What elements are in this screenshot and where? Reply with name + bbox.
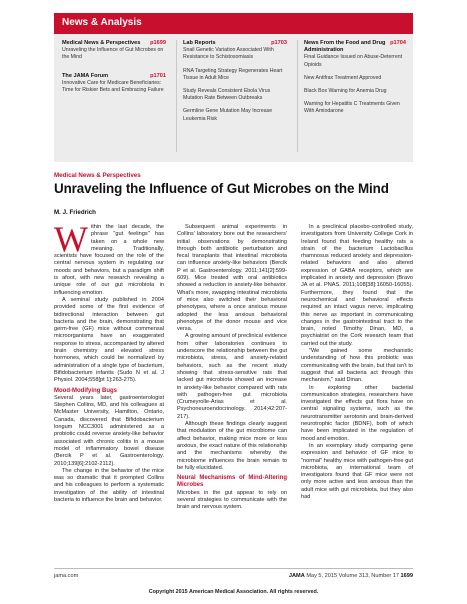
toc-section-name: Medical News & Perspectives <box>62 40 141 46</box>
article-paragraph: "We gained some mechanistic understanding of how this probiotic was communicating with the brain, but that isn't to suggest that all bacteria act through this mechanism," said Dinan. <box>301 348 413 384</box>
footer-site-link[interactable]: jama.com <box>54 573 79 579</box>
toc-item[interactable]: Study Reveals Consistent Ebola Virus Mutation Rate Between Outbreaks <box>183 88 271 102</box>
toc-page-number: p1699 <box>150 40 166 46</box>
toc-item[interactable]: New Antifrax Treatment Approved <box>304 74 382 81</box>
article-column-1 <box>54 219 164 504</box>
toc-item[interactable]: Innovative Care for Medicare Beneficiaries: Time for Riskier Bets and Embracing Failure <box>62 79 164 94</box>
toc-column-lab-reports <box>183 40 287 129</box>
article-paragraph: The change in the behavior of the mice was so dramatic that it prompted Collins and his colleagues to perform a systematic investigation of the ability of intestinal bacteria to influence the brain and behavior. <box>54 467 164 503</box>
toc-section-title[interactable] <box>183 40 287 47</box>
article-column-2 <box>177 224 287 512</box>
toc-item[interactable]: Black Box Warning for Anemia Drug <box>304 88 387 95</box>
toc-page-number: p1701 <box>150 72 166 79</box>
toc-item[interactable]: RNA Targeting Strategy Regenerates Heart Tissue in Adult Mice <box>183 67 283 81</box>
section-banner <box>54 13 413 34</box>
article-paragraph: In a preclinical placebo-controlled study, investigators from University College Cork in Ireland found that feeding healthy rats a strain of the bacterium Lactobacillus rhamnosus reduced anxiety and depression-related behaviors and also altered expression of GABA receptors, which are implicated in anxiety and depression (Bravo JA et al. PNAS. 2011;108[38]:16050-16055). Furthermore, they found that the neurochemical and behavioral effects required an intact vagus nerve, implicating this nerve as important in communicating changes in the gastrointestinal tract to the brain, noted Timothy Dinan, MD, a psychiatrist on the Cork research team that carried out the study. <box>301 224 413 347</box>
article-paragraph: Subsequent animal experiments in Collins' laboratory bore out the researchers' initial observations by demonstrating through both antibiotic perturbation and fecal transplants that intestinal microbiota can influence anxiety-like behaviors (Bercik P et al. Gastroenterology. 2011;141[2]:599-609). Mice treated with oral antibiotics showed a reduction in anxiety-like behavior. What's more, swapping intestinal microbiota of mice also switched their behavioral phenotypes, where a once anxious mouse adopted the less anxious behavioral phenotype of the donor mouse and vice versa. <box>177 224 287 333</box>
toc-item[interactable]: Unraveling the Influence of Gut Microbes on the Mind <box>62 47 164 61</box>
toc-item[interactable]: Germline Gene Mutation May Increase Leukemia Risk <box>183 108 273 122</box>
article-kicker: Medical News & Perspectives <box>54 172 141 179</box>
toc-divider <box>297 40 298 152</box>
article-paragraph: Although these findings clearly suggest that modulation of the gut microbiome can affect behavior, making mice more or less anxious, the exact nature of this relationship and the mechanisms whereby the microbiome influences the brain remain to be fully elucidated. <box>177 421 287 471</box>
footer-journal: JAMA <box>288 573 305 579</box>
toc-divider <box>176 40 177 152</box>
toc-section-name: Lab Reports <box>183 40 216 46</box>
section-heading: Mood-Modifying Bugs <box>54 387 117 394</box>
article-paragraph: Within the last decade, the phrase "gut feelings" has taken on a whole new meaning. Traditionally, scientists have focused on the role of the central nervous system in regulating our moods and behaviors, but a paradigm shift is afoot, with new research revealing a unique role of our gut microbiota in influencing emotion. <box>54 219 164 296</box>
article-title: Unraveling the Influence of Gut Microbes on the Mind <box>54 181 389 196</box>
toc-section-title[interactable] <box>62 40 166 47</box>
toc-section-title[interactable] <box>304 40 406 54</box>
article-paragraph: A growing amount of preclinical evidence from other laboratories continues to underscore the relationship between the gut microbiota, stress, and anxiety-related behaviors, such as the recent study showing that stress-sensitive rats that lacked gut microbiota showed an increase in anxiety-like behavior compared with rats with pathogen-free gut microbiota (Crumeyrolle-Arias et al. Psychoneuroendocrinology. 2014;42:207-217). <box>177 333 287 420</box>
toc-section-title[interactable] <box>62 73 166 80</box>
section-heading: Neural Mechanisms of Mind-Altering Microbes <box>177 475 287 489</box>
article-author: M. J. Friedrich <box>54 209 96 216</box>
article-paragraph: In an exemplary study comparing gene expression and behavior of GF mice to "normal" healthy mice with pathogen-free gut microbiota, an international team of investigators found that GF mice were not only more active and less anxious than the adult mice with gut microbiota, but they also had <box>301 442 413 500</box>
drop-cap: W <box>54 219 88 259</box>
section-banner-label: News & Analysis <box>62 17 142 28</box>
article-paragraph: In exploring other bacterial communication strategies, researchers have investigated the effects gut flora have on central signaling systems, such as the neurotransmitter serotonin and brain-derived neurotrophic factor (BDNF), both of which have been implicated in the regulation of mood and emotion. <box>301 384 413 442</box>
toc-page-number: p1704 <box>390 40 406 46</box>
table-of-contents <box>54 34 413 162</box>
footer-page-number: 1699 <box>400 573 413 579</box>
toc-column-fda <box>304 40 406 122</box>
footer-citation <box>289 573 413 579</box>
toc-item[interactable]: Final Guidance Issued on Abuse-Deterrent Opioids <box>304 54 403 68</box>
toc-item[interactable]: Snail Genetic Variation Associated With Resistance to Schistosomiasis <box>183 47 274 61</box>
article-paragraph: A seminal study published in 2004 provided some of the first evidence of bidirectional interaction between gut bacteria and the brain, demonstrating that germ-free (GF) mice without commensal microorganisms have an exaggerated response to stress, accompanied by altered brain chemistry and elevated stress hormones, which could be normalized by administration of a single type of bacterium, Bifidobacterium infantis (Sudo N et al. J Physiol. 2004;558[pt 1]:263-275). <box>54 296 164 384</box>
toc-page-number: p1703 <box>271 40 287 46</box>
article-paragraph: Microbes in the gut appear to rely on several strategies to communicate with the brain and nervous system. <box>177 489 287 511</box>
footer-issue: May 5, 2015 Volume 313, Number 17 <box>306 573 399 579</box>
footer-divider <box>54 568 413 569</box>
copyright-notice: Copyright 2015 American Medical Association. All rights reserved. <box>148 589 319 595</box>
toc-column-news <box>62 40 166 100</box>
article-column-3 <box>301 224 413 501</box>
article-paragraph: Several years later, gastroenterologist Stephen Collins, MD, and his colleagues at McMaster University, Hamilton, Ontario, Canada, discovered that Bifidobacterium longum NCC3001 administered as a probiotic could reverse anxiety-like behavior associated with chronic colitis in a mouse model of inflammatory bowel disease (Bercik P et al. Gastroenterology. 2010;139[6]:2102-2112). <box>54 394 164 467</box>
toc-section-name: The JAMA Forum <box>62 72 109 79</box>
toc-item[interactable]: Warning for Hepatitis C Treatments Given With Amiodarone <box>304 101 400 115</box>
toc-section-name: News From the Food and Drug Administration <box>304 40 386 54</box>
